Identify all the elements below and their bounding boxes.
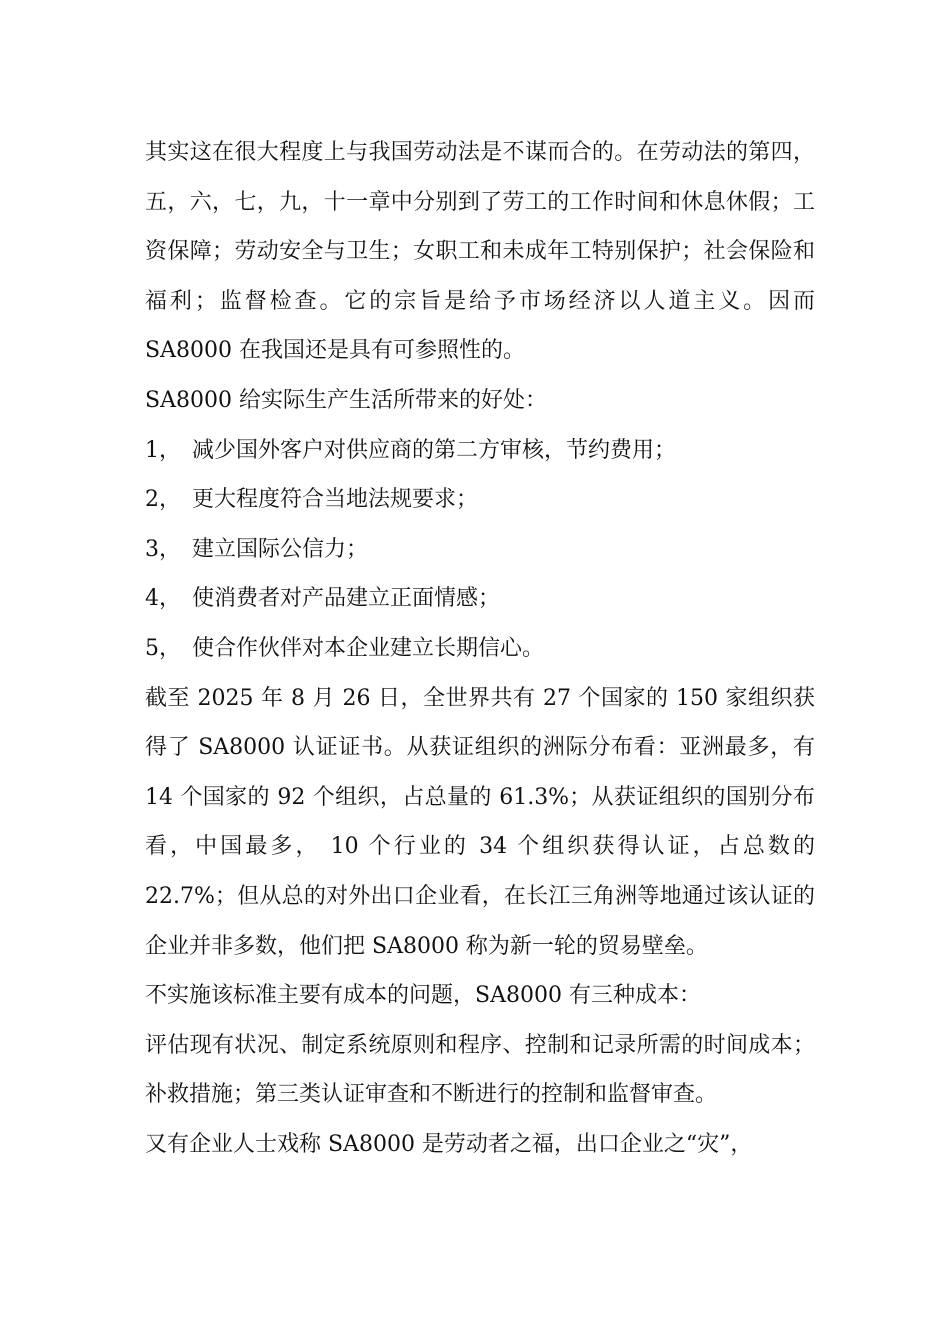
list-item-text: 建立国际公信力； <box>192 536 369 562</box>
list-item-number: 4， <box>145 586 181 612</box>
list-item <box>145 475 815 525</box>
document-body <box>145 128 815 1169</box>
list-item-number: 3， <box>145 536 181 562</box>
paragraph-benefits-intro: SA8000 给实际生产生活所带来的好处： <box>145 387 547 413</box>
paragraph-certification-stats: 截至 2025 年 8 月 26 日，全世界共有 27 个国家的 150 家组织获得了 SA8000 认证证书。从获证组织的洲际分布看：亚洲最多，有 14 个国家的 92 个组织，占总量的 61.3%；从获证组织的国别分布看，中国最多， 10 个行业的 34 个组织获得认证，占总数的 22.7%；但从总的对外出口企业看，在长江三角洲等地通过该认证的企业并非多数，他们把 SA8000 称为新一轮的贸易壁垒。 <box>145 685 815 959</box>
list-item-number: 5， <box>145 635 181 661</box>
list-item <box>145 426 815 476</box>
list-item-text: 减少国外客户对供应商的第二方审核，节约费用； <box>192 437 677 463</box>
list-item-number: 2， <box>145 487 181 513</box>
paragraph-cost-details: 评估现有状况、制定系统原则和程序、控制和记录所需的时间成本；补救措施；第三类认证审查和不断进行的控制和监督审查。 <box>145 1032 815 1108</box>
list-item-text: 使合作伙伴对本企业建立长期信心。 <box>192 635 545 661</box>
list-item-text: 更大程度符合当地法规要求； <box>192 487 479 513</box>
list-item-number: 1， <box>145 437 181 463</box>
list-item <box>145 624 815 674</box>
list-item <box>145 525 815 575</box>
list-item-text: 使消费者对产品建立正面情感； <box>192 586 501 612</box>
paragraph-labor-law: 其实这在很大程度上与我国劳动法是不谋而合的。在劳动法的第四，五，六，七，九，十一章中分别到了劳工的工作时间和休息休假；工资保障；劳动安全与卫生；女职工和未成年工特别保护；社会保险和福利；监督检查。它的宗旨是给予市场经济以人道主义。因而 SA8000 在我国还是具有可参照性的。 <box>145 140 815 364</box>
paragraph-cost-intro: 不实施该标准主要有成本的问题，SA8000 有三种成本： <box>145 983 701 1009</box>
paragraph-closing: 又有企业人士戏称 SA8000 是劳动者之福，出口企业之“灾”， <box>145 1131 753 1157</box>
list-item <box>145 574 815 624</box>
